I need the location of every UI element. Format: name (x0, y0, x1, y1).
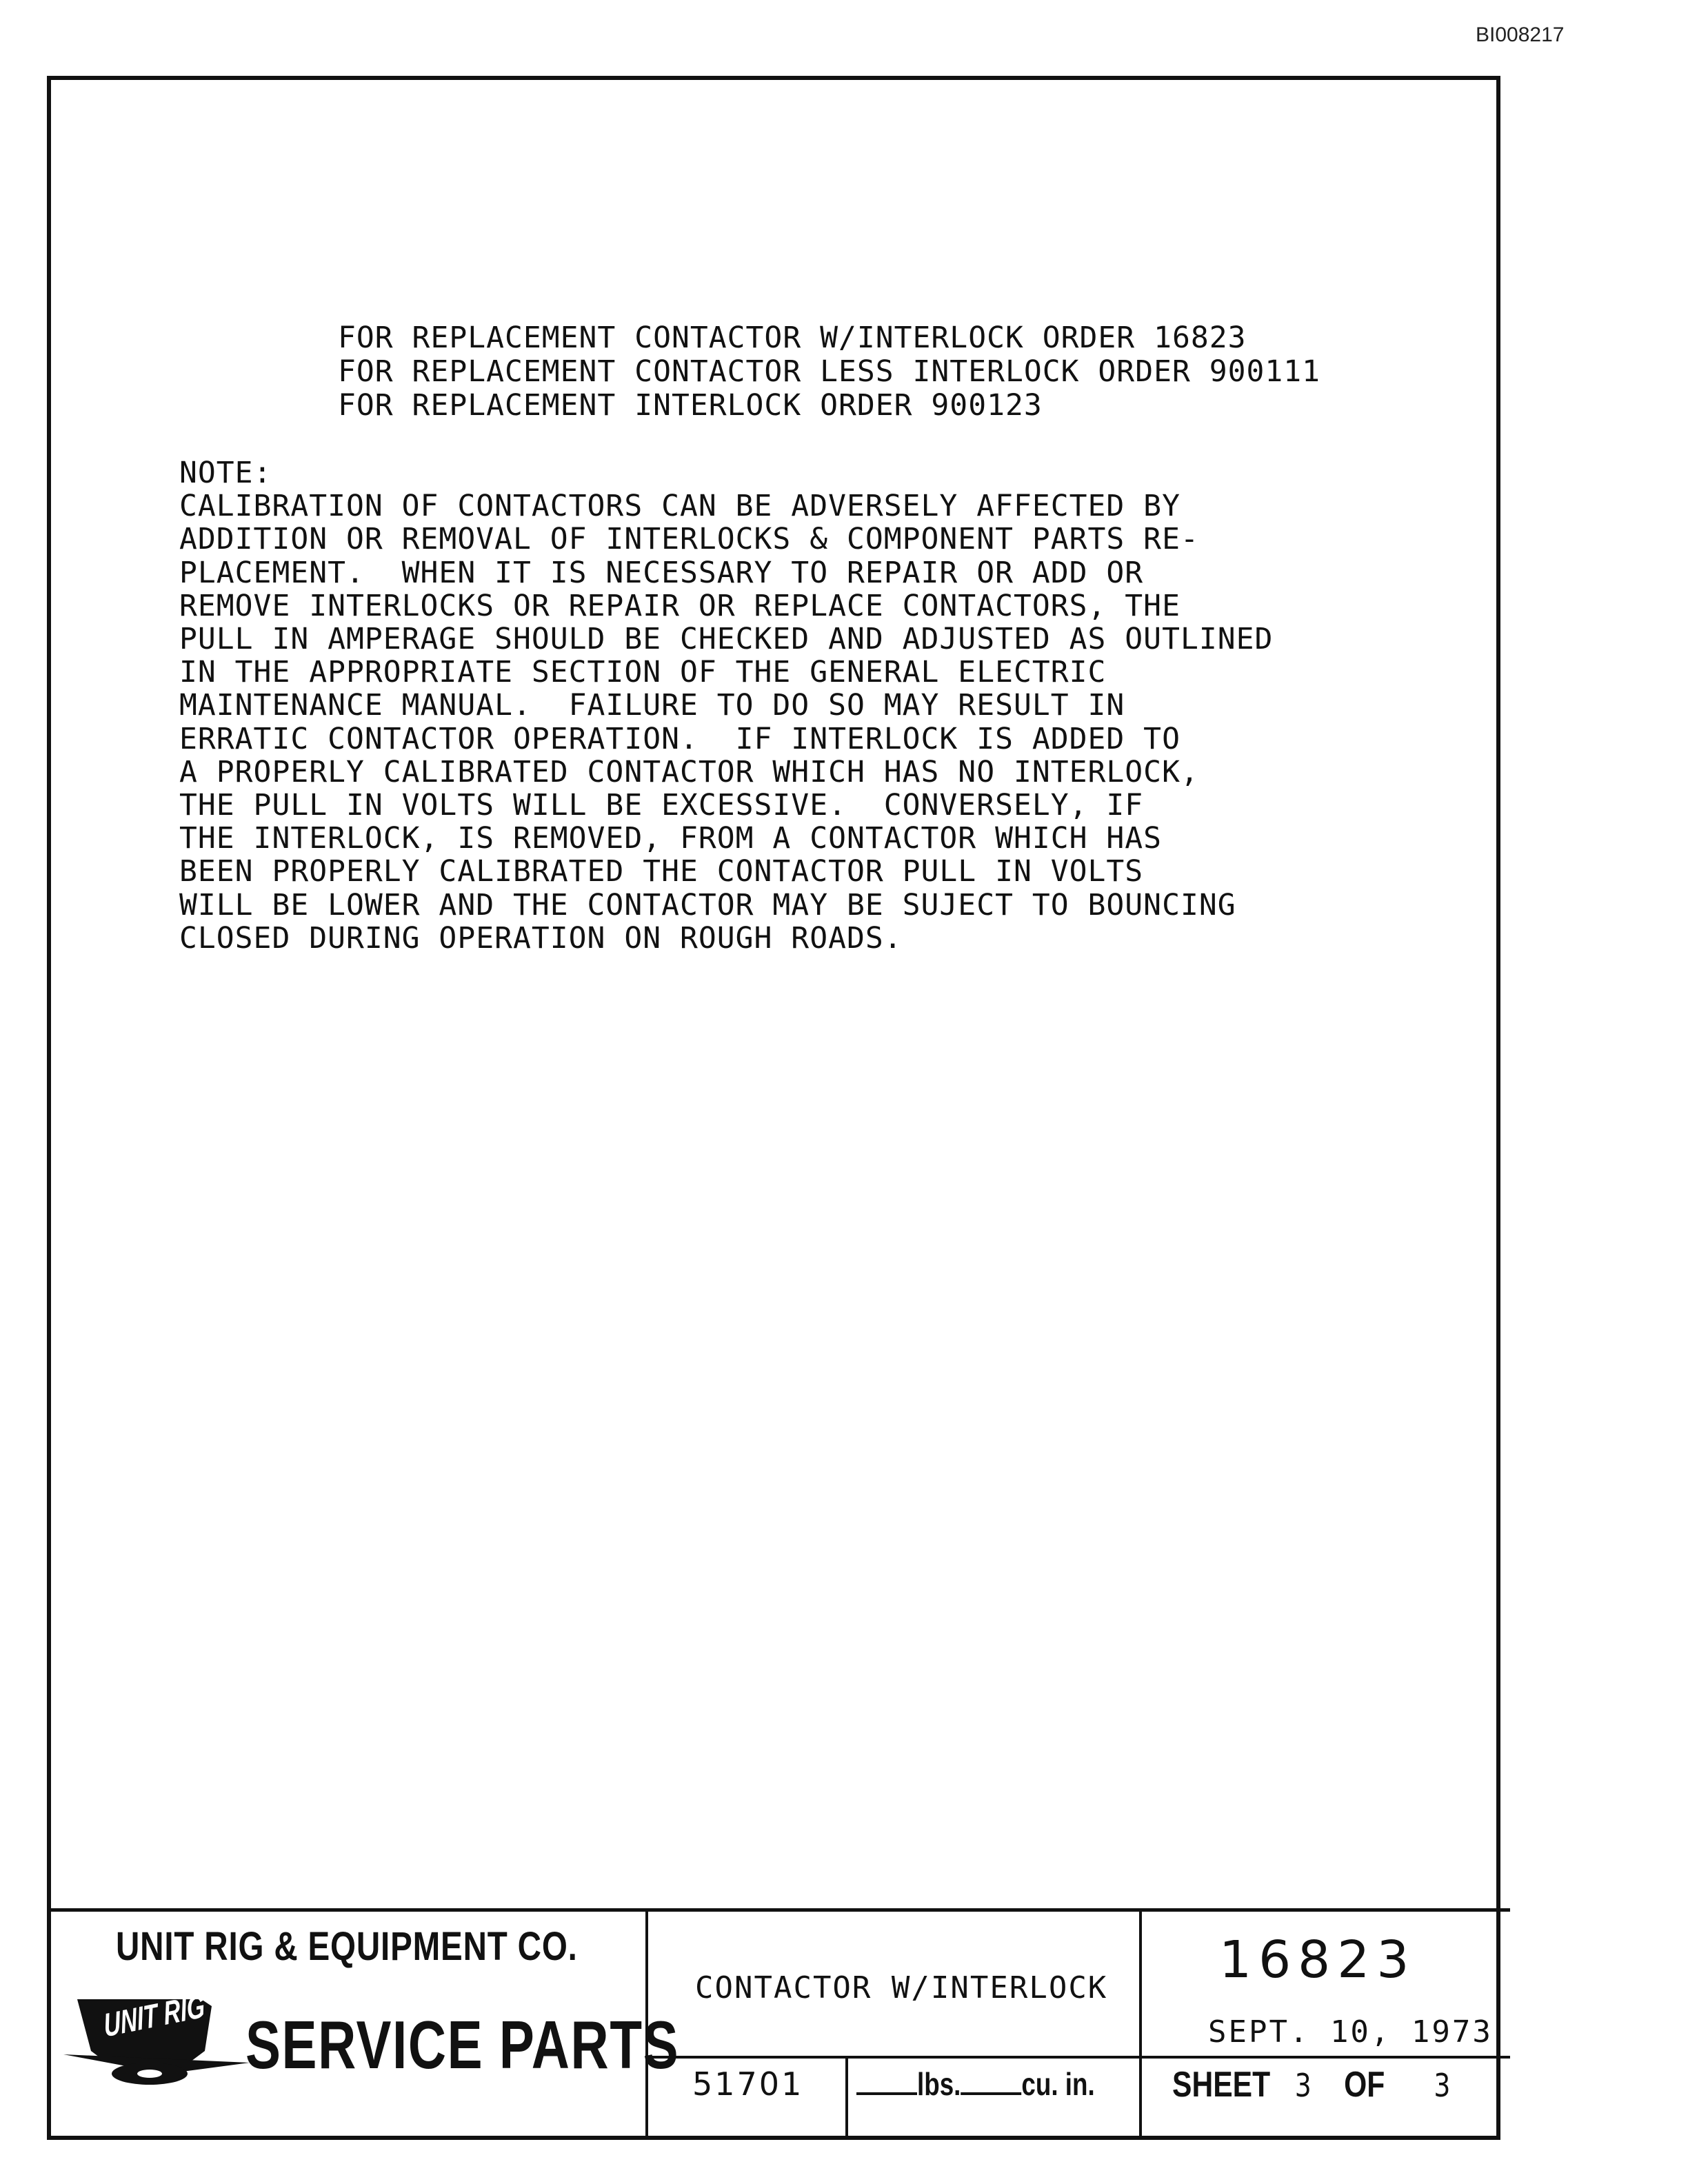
note-line: CLOSED DURING OPERATION ON ROUGH ROADS. (179, 920, 903, 956)
note-line: THE INTERLOCK, IS REMOVED, FROM A CONTACTOR WHICH HAS (179, 821, 1163, 856)
title-block-top-rule (51, 1908, 1510, 1912)
note-line: A PROPERLY CALIBRATED CONTACTOR WHICH HAS NO INTERLOCK, (179, 754, 1199, 789)
note-line: IN THE APPROPRIATE SECTION OF THE GENERAL ELECTRIC (179, 655, 1107, 690)
cu-in-label: cu. in. (1021, 2066, 1095, 2102)
note-line: WILL BE LOWER AND THE CONTACTOR MAY BE SUJECT TO BOUNCING (179, 887, 1236, 922)
note-line: ADDITION OR REMOVAL OF INTERLOCKS & COMPONENT PARTS RE- (179, 522, 1199, 557)
title-block-divider (845, 2057, 848, 2140)
sheet-total: 3 (1434, 2067, 1451, 2104)
service-parts-label: SERVICE PARTS (245, 2007, 680, 2083)
note-line: MAINTENANCE MANUAL. FAILURE TO DO SO MAY RESULT IN (179, 688, 1125, 723)
note-block (179, 456, 1273, 955)
sheet-number: 3 (1294, 2067, 1312, 2104)
note-line: PULL IN AMPERAGE SHOULD BE CHECKED AND ADJUSTED AS OUTLINED (179, 622, 1274, 657)
cu-in-blank (961, 2092, 1021, 2095)
logo-text: UNIT RIG (102, 1988, 207, 2045)
title-block-divider (647, 2056, 1510, 2059)
note-heading: NOTE: (179, 456, 272, 490)
title-block-divider (1139, 1910, 1142, 2140)
part-title: CONTACTOR W/INTERLOCK (695, 1970, 1108, 2005)
note-line: PLACEMENT. WHEN IT IS NECESSARY TO REPAIR OR ADD OR (179, 555, 1144, 590)
order-line: FOR REPLACEMENT CONTACTOR LESS INTERLOCK ORDER 900111 (338, 354, 1321, 389)
order-line: FOR REPLACEMENT INTERLOCK ORDER 900123 (338, 388, 1043, 423)
sheet-label: SHEET (1172, 2065, 1271, 2105)
lbs-label: lbs. (917, 2066, 961, 2102)
note-line: CALIBRATION OF CONTACTORS CAN BE ADVERSELY AFFECTED BY (179, 489, 1180, 524)
order-instructions (338, 321, 1320, 423)
lbs-blank (856, 2092, 917, 2095)
note-line: REMOVE INTERLOCKS OR REPAIR OR REPLACE CONTACTORS, THE (179, 588, 1180, 623)
weight-fields (856, 2065, 1095, 2103)
document-id: BI008217 (1476, 23, 1565, 46)
of-label: OF (1344, 2065, 1385, 2105)
issue-date: SEPT. 10, 1973 (1208, 2014, 1493, 2050)
company-name: UNIT RIG & EQUIPMENT CO. (116, 1924, 578, 1969)
weight-number: 51701 (692, 2065, 804, 2103)
sheet-indicator (1172, 2064, 1450, 2105)
note-line: BEEN PROPERLY CALIBRATED THE CONTACTOR PULL IN VOLTS (179, 854, 1144, 889)
part-number: 16823 (1219, 1930, 1416, 1990)
note-line: ERRATIC CONTACTOR OPERATION. IF INTERLOCK IS ADDED TO (179, 721, 1180, 756)
note-line: THE PULL IN VOLTS WILL BE EXCESSIVE. CONVERSELY, IF (179, 788, 1144, 823)
order-line: FOR REPLACEMENT CONTACTOR W/INTERLOCK ORDER 16823 (338, 321, 1247, 355)
